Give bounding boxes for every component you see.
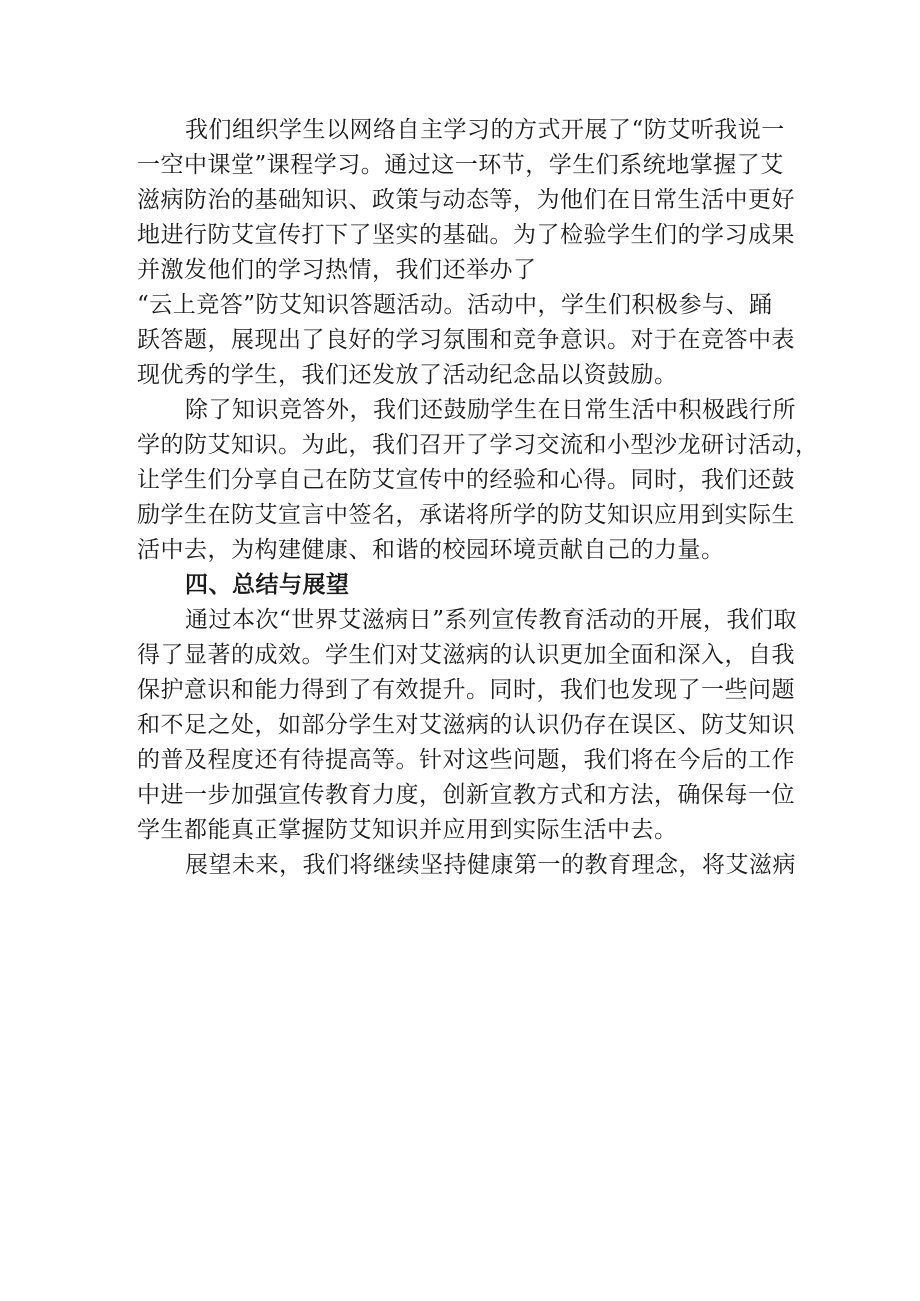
- paragraph-line: 活中去，为构建健康、和谐的校园环境贡献自己的力量。: [137, 537, 725, 563]
- paragraph-line: 励学生在防艾宣言中签名，承诺将所学的防艾知识应用到实际生: [137, 502, 795, 528]
- section-heading: 四、总结与展望: [185, 572, 350, 598]
- document-body: [137, 113, 819, 883]
- paragraph-line: 展望未来，我们将继续坚持健康第一的教育理念，将艾滋病: [185, 852, 796, 878]
- paragraph-line: 学的防艾知识。为此，我们召开了学习交流和小型沙龙研讨活动，: [137, 432, 819, 458]
- paragraph-line: 的普及程度还有待提高等。针对这些问题，我们将在今后的工作: [137, 747, 795, 773]
- paragraph-line: 我们组织学生以网络自主学习的方式开展了“防艾听我说一: [185, 117, 785, 143]
- paragraph-line: 现优秀的学生，我们还发放了活动纪念品以资鼓励。: [137, 362, 678, 388]
- paragraph-line: 跃答题，展现出了良好的学习氛围和竞争意识。对于在竞答中表: [137, 327, 795, 353]
- paragraph-line: 一空中课堂”课程学习。通过这一环节，学生们系统地掌握了艾: [137, 152, 784, 178]
- paragraph-line: 并激发他们的学习热情，我们还举办了: [137, 257, 537, 283]
- paragraph-line: 除了知识竞答外，我们还鼓励学生在日常生活中积极践行所: [185, 397, 796, 423]
- paragraph-line: 地进行防艾宣传打下了坚实的基础。为了检验学生们的学习成果: [137, 222, 795, 248]
- paragraph-line: 滋病防治的基础知识、政策与动态等，为他们在日常生活中更好: [137, 187, 795, 213]
- paragraph-line: 得了显著的成效。学生们对艾滋病的认识更加全面和深入，自我: [137, 642, 795, 668]
- paragraph-line: 通过本次“世界艾滋病日”系列宣传教育活动的开展，我们取: [185, 607, 798, 633]
- paragraph-line: 学生都能真正掌握防艾知识并应用到实际生活中去。: [137, 817, 678, 843]
- paragraph-line: 让学生们分享自己在防艾宣传中的经验和心得。同时，我们还鼓: [137, 467, 795, 493]
- paragraph-line: 中进一步加强宣传教育力度，创新宣教方式和方法，确保每一位: [137, 782, 795, 808]
- paragraph-line: 和不足之处，如部分学生对艾滋病的认识仍存在误区、防艾知识: [137, 712, 795, 738]
- paragraph-line: 保护意识和能力得到了有效提升。同时，我们也发现了一些问题: [137, 677, 795, 703]
- paragraph-line: “云上竞答”防艾知识答题活动。活动中，学生们积极参与、踊: [137, 292, 773, 318]
